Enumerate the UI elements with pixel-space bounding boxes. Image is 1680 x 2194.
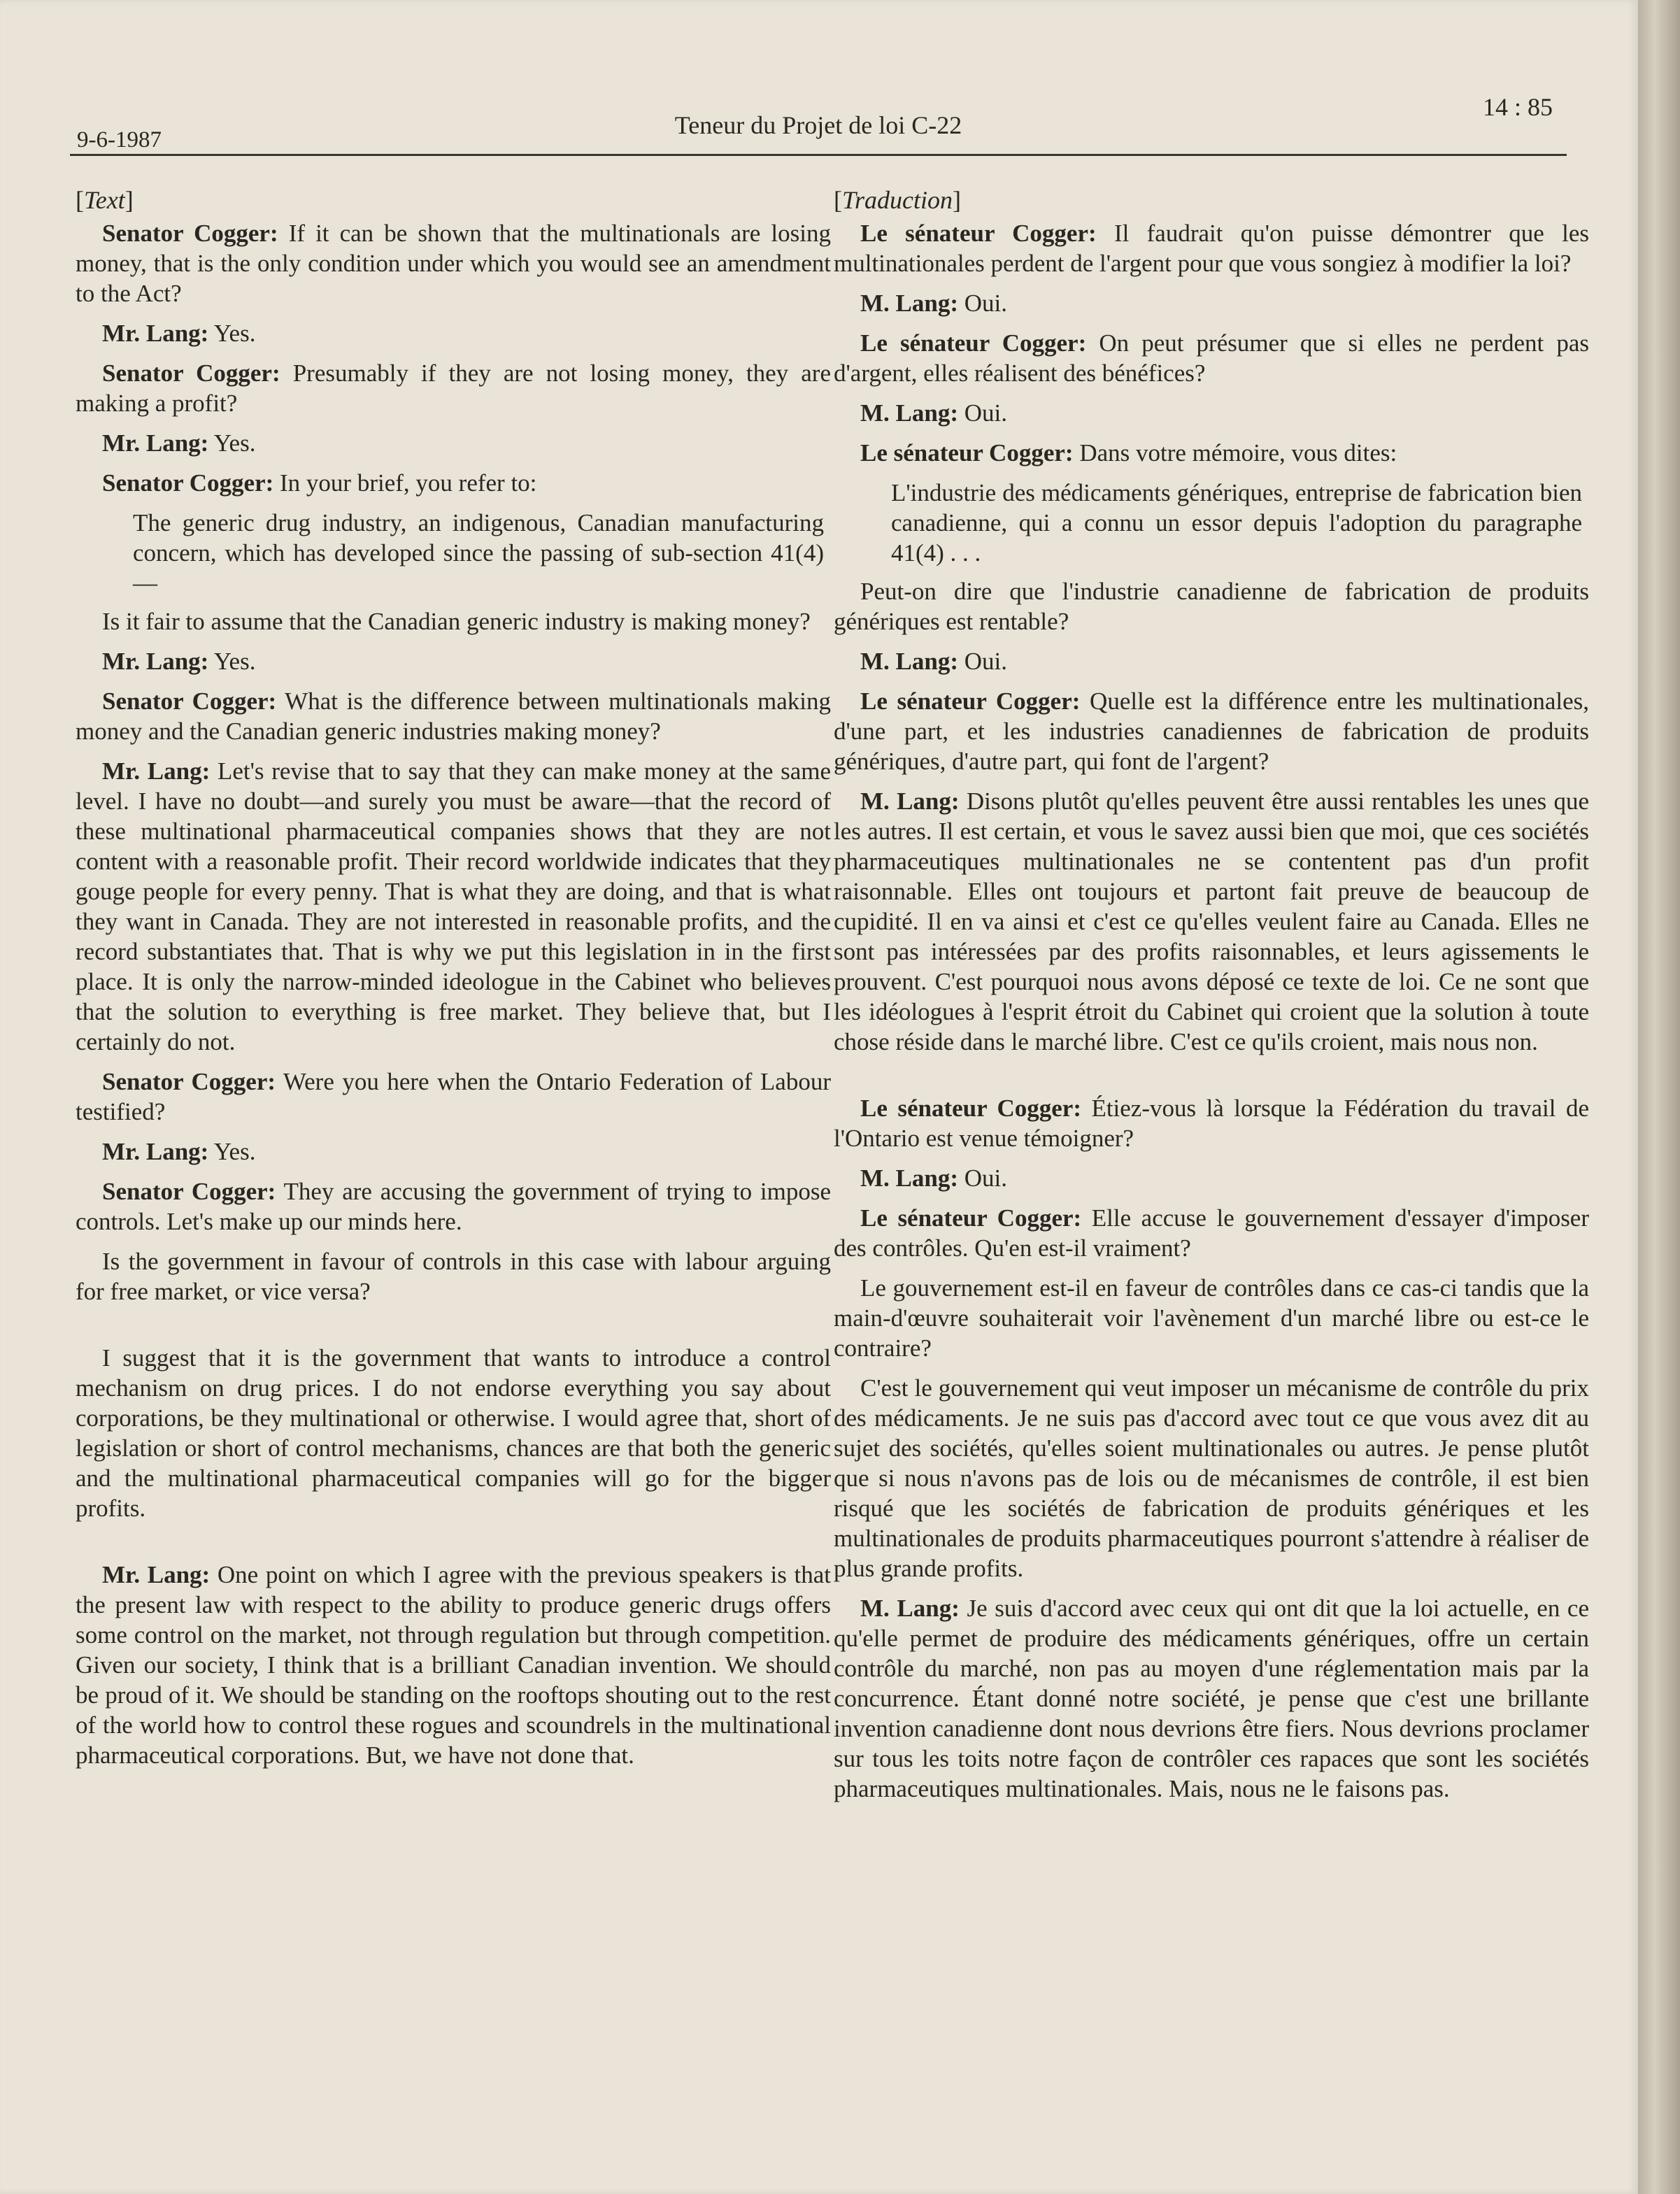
paragraph-text: Peut-on dire que l'industrie canadienne de fabrication de produits génériques est rentable? [834,578,1589,635]
speaker-name: Senator Cogger: [102,688,277,715]
paragraph-text: I suggest that it is the government that wants to introduce a control mechanism on drug prices. I do not endorse everything you say about corporations, be they multinational or otherwise. I would agree that, short of legislation or short of control mechanisms, chances are that both the generic and the multinational pharmaceutical companies will go for the bigger profits. [76,1344,831,1522]
speaker-name: Senator Cogger: [102,1178,276,1205]
paragraph-text: Is it fair to assume that the Canadian generic industry is making money? [102,608,811,635]
paragraph-text: Let's revise that to say that they can make money at the same level. I have no doubt—and surely you must be aware—that the record of these multinational pharmaceutical companies shows that they are not content with a reasonable profit. Their record worldwide indicates that they gouge people for every penny. That is what they are doing, and that is what they want in Canada. They are not interested in reasonable profits, and the record substantiates that. That is why we put this legislation in in the first place. It is only the narrow-minded ideologue in the Cabinet who believes that the solution to everything is free market. They believe that, but I certainly do not. [76,757,831,1055]
speaker-paragraph [834,218,1589,278]
french-body [834,218,1589,1804]
paragraph [834,576,1589,636]
speaker-paragraph [834,288,1589,318]
paragraph [834,1273,1589,1363]
english-body [76,218,831,1770]
paragraph [834,1373,1589,1583]
paragraph-text: Yes. [208,648,256,675]
speaker-name: Mr. Lang: [102,429,209,457]
paragraph-text: Oui. [958,1164,1007,1192]
speaker-paragraph [76,686,831,746]
speaker-name: Le sénateur Cogger: [860,439,1074,466]
speaker-name: M. Lang: [860,648,958,675]
speaker-paragraph [76,1067,831,1127]
speaker-paragraph [834,438,1589,468]
paragraph-text: Quelle est la différence entre les multinationales, d'une part, et les industries canadiennes de fabrication de produits génériques, d'autre part, qui font de l'argent? [834,688,1590,775]
speaker-name: Senator Cogger: [102,469,274,497]
french-column [834,185,1589,1814]
header-page-number: 14 : 85 [1482,93,1553,121]
paragraph-text: Oui. [958,399,1007,427]
speaker-paragraph [834,1593,1589,1804]
paragraph-text: Were you here when the Ontario Federation of Labour testified? [76,1068,831,1125]
speaker-paragraph [76,318,831,348]
paragraph-text: Yes. [208,320,256,347]
english-section-marker: [Text] [76,186,134,214]
speaker-paragraph [76,756,831,1057]
quoted-passage: L'industrie des médicaments génériques, entreprise de fabrication bien canadienne, qui a connu un essor depuis l'adoption du paragraphe 41(4) . . . [891,479,1582,567]
paragraph-text: Yes. [208,1138,256,1165]
speaker-name: Mr. Lang: [102,320,209,347]
speaker-name: M. Lang: [860,399,958,427]
speaker-name: M. Lang: [860,788,960,815]
speaker-paragraph [834,1163,1589,1193]
paragraph-text: If it can be shown that the multinationals are losing money, that is the only condition under which you would see an amendment to the Act? [76,220,831,307]
speaker-name: Senator Cogger: [102,1068,276,1095]
speaker-name: M. Lang: [860,1595,960,1622]
speaker-paragraph [834,328,1589,388]
paragraph-text: Il faudrait qu'on puisse démontrer que les multinationales perdent de l'argent pour que vous songiez à modifier la loi? [834,220,1589,277]
speaker-name: Senator Cogger: [102,220,278,247]
paragraph-text: Elle accuse le gouvernement d'essayer d'imposer des contrôles. Qu'en est-il vraiment? [834,1204,1589,1262]
paragraph [76,1343,831,1523]
paragraph-text: Disons plutôt qu'elles peuvent être aussi rentables les unes que les autres. Il est certain, et vous le savez aussi bien que moi, que ces sociétés pharmaceutiques multinationales ne se contentent pas d'un profit raisonnable. Elles ont toujours et partont fait preuve de beaucoup de cupidité. Il en va ainsi et c'est ce qu'elles veulent faire au Canada. Elles ne sont pas intéressées par des profits raisonnables, et leurs agissements le prouvent. C'est pourquoi nous avons déposé ce texte de loi. Ce ne sont que les idéologues à l'esprit étroit du Cabinet qui croient que la solution à toute chose réside dans le marché libre. C'est ce qu'ils croient, mais nous non. [834,788,1589,1055]
paragraph-text: Le gouvernement est-il en faveur de contrôles dans ce cas-ci tandis que la main-d'œuvre souhaiterait voir l'avènement d'un marché libre ou est-ce le contraire? [834,1274,1589,1362]
paragraph-text: Is the government in favour of controls in this case with labour arguing for free market, or vice versa? [76,1248,831,1305]
speaker-name: Senator Cogger: [102,359,280,387]
paragraph [76,606,831,636]
speaker-name: Le sénateur Cogger: [860,688,1081,715]
speaker-paragraph [76,1176,831,1237]
paragraph-text: Presumably if they are not losing money, they are making a profit? [76,359,831,417]
header-rule [70,154,1567,156]
paragraph-text: In your brief, you refer to: [273,469,537,497]
paragraph-text: C'est le gouvernement qui veut imposer un mécanisme de contrôle du prix des médicaments. Je ne suis pas d'accord avec tout ce que vous avez dit au sujet des sociétés, qu'elles soient multinationales ou autres. Je pense plutôt que si nous n'avons pas de lois ou de mécanismes de contrôle, il est bien risqué que les sociétés de fabrication de produits génériques et les multinationales de produits pharmaceutiques pourront s'attendre à réaliser de plus grande profits. [834,1374,1589,1582]
paragraph-text: What is the difference between multinationals making money and the Canadian generic industries making money? [76,688,831,745]
speaker-paragraph [76,1560,831,1770]
quoted-passage: The generic drug industry, an indigenous, Canadian manufacturing concern, which has developed since the passing of sub-section 41(4)— [133,509,824,597]
paragraph-text: Yes. [208,429,256,457]
paragraph-text: On peut présumer que si elles ne perdent pas d'argent, elles réalisent des bénéfices? [834,329,1589,387]
paragraph-text: Oui. [958,290,1007,317]
speaker-name: Mr. Lang: [102,1138,209,1165]
french-section-marker: [Traduction] [834,186,962,214]
speaker-name: Mr. Lang: [102,1561,211,1588]
speaker-paragraph [834,1093,1589,1153]
speaker-paragraph [834,686,1589,776]
speaker-paragraph [76,468,831,498]
paragraph-text: Je suis d'accord avec ceux qui ont dit que la loi actuelle, en ce qu'elle permet de produire des médicaments génériques, offre un certain contrôle du marché, non pas au moyen d'une réglementation mais par la concurrence. Étant donné notre société, je pense que c'est une brillante invention canadienne dont nous devrions être fiers. Nous devrions proclamer sur tous les toits notre façon de contrôler ces rapaces que sont les sociétés pharmaceutiques multinationales. Mais, nous ne le faisons pas. [834,1595,1589,1802]
paragraph-text: Étiez-vous là lorsque la Fédération du travail de l'Ontario est venue témoigner? [834,1095,1589,1152]
speaker-name: Le sénateur Cogger: [860,1095,1081,1122]
header-title: Teneur du Projet de loi C-22 [674,111,962,139]
paragraph-text: One point on which I agree with the previous speakers is that the present law with respect to the ability to produce generic drugs offers some control on the market, not through regulation but through competition. Given our society, I think that is a brilliant Canadian invention. We should be proud of it. We should be standing on the rooftops shouting out to the rest of the world how to control these rogues and scoundrels in the multinational pharmaceutical corporations. But, we have not done that. [76,1561,831,1769]
speaker-paragraph [76,358,831,418]
speaker-name: Le sénateur Cogger: [860,1204,1082,1232]
speaker-name: Le sénateur Cogger: [860,220,1097,247]
english-column [76,185,831,1780]
paragraph-text: Dans votre mémoire, vous dites: [1073,439,1397,466]
speaker-name: Le sénateur Cogger: [860,329,1087,357]
speaker-paragraph [834,646,1589,676]
page-edge [1638,0,1680,2194]
speaker-name: M. Lang: [860,290,958,317]
speaker-paragraph [76,218,831,308]
speaker-name: M. Lang: [860,1164,958,1192]
paragraph [76,1246,831,1306]
speaker-paragraph [834,1203,1589,1263]
header-date: 9-6-1987 [77,127,162,152]
speaker-paragraph [834,398,1589,428]
speaker-paragraph [76,1137,831,1167]
paragraph-text: They are accusing the government of trying to impose controls. Let's make up our minds here. [76,1178,831,1235]
speaker-paragraph [76,646,831,676]
paragraph-text: Oui. [958,648,1007,675]
speaker-paragraph [76,428,831,458]
speaker-paragraph [834,786,1589,1057]
speaker-name: Mr. Lang: [102,648,209,675]
page-header [70,93,1567,161]
speaker-name: Mr. Lang: [102,757,211,785]
